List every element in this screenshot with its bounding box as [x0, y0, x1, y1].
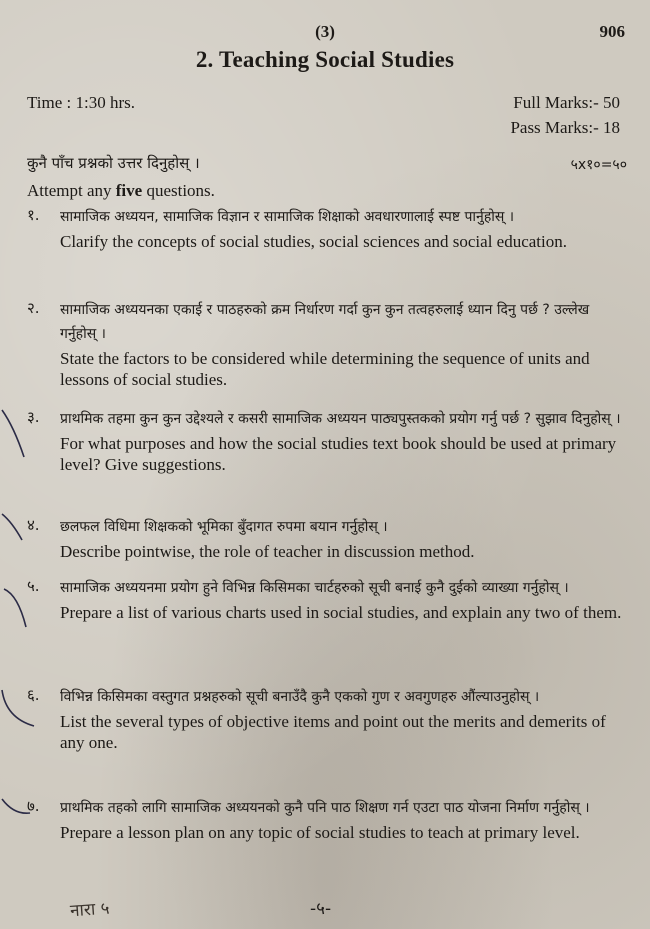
pen-mark-icon: [0, 510, 40, 550]
marks-distribution: ५x१०=५०: [570, 157, 627, 173]
pen-mark-icon: [0, 688, 40, 738]
time-allowed: Time : 1:30 hrs.: [27, 93, 136, 112]
instruction-post: questions.: [142, 181, 215, 200]
question-1: [27, 205, 629, 252]
question-english: Prepare a lesson plan on any topic of social studies to teach at primary level.: [60, 823, 580, 842]
handwritten-note: नारा ५: [69, 898, 111, 922]
pass-marks: Pass Marks:- 18: [510, 118, 620, 137]
instruction-bold: five: [115, 181, 143, 200]
question-english: Prepare a list of various charts used in social studies, and explain any two of them.: [60, 603, 622, 622]
question-2: [27, 298, 629, 390]
instruction-nepali: कुनै पाँच प्रश्नको उत्तर दिनुहोस् ।: [27, 154, 200, 172]
question-7: [27, 796, 629, 843]
question-english: Clarify the concepts of social studies, social sciences and social education.: [60, 232, 568, 251]
question-english: For what purposes and how the social studies text book should be used at primary level? Give suggestions.: [60, 434, 617, 474]
instruction-pre: Attempt any: [27, 181, 116, 200]
question-nepali: छलफल विधिमा शिक्षकको भूमिका बुँदागत रुपमा बयान गर्नुहोस् ।: [60, 519, 388, 535]
question-6: [27, 685, 629, 753]
paper-code: 906: [599, 22, 625, 41]
page-number: (3): [315, 22, 335, 41]
question-nepali: सामाजिक अध्ययनका एकाई र पाठहरुको क्रम निर्धारण गर्दा कुन कुन तत्वहरुलाई ध्यान दिनु पर्छ ? उल्लेख गर्नुहोस् ।: [60, 302, 590, 342]
question-number: ७.: [27, 797, 40, 815]
question-nepali: विभिन्न किसिमका वस्तुगत प्रश्नहरुको सूची बनाउँदै कुनै एकको गुण र अवगुणहरु औंल्याउनुहोस् ।: [60, 689, 540, 705]
page-marker: -५-: [310, 899, 332, 919]
question-number: ६.: [27, 686, 40, 704]
full-marks: Full Marks:- 50: [513, 93, 620, 112]
question-number: ५.: [27, 577, 40, 595]
question-number: ३.: [27, 408, 40, 426]
question-english: State the factors to be considered while determining the sequence of units and lessons of social studies.: [60, 349, 590, 389]
pen-mark-icon: [0, 585, 40, 635]
question-nepali: प्राथमिक तहमा कुन कुन उद्देश्यले र कसरी सामाजिक अध्ययन पाठ्यपुस्तकको प्रयोग गर्नु पर्छ ? सुझाव दिनुहोस् ।: [60, 411, 621, 427]
question-3: [27, 407, 629, 475]
pen-mark-icon: [0, 795, 40, 825]
question-5: [27, 576, 629, 623]
instruction-english: [27, 181, 215, 201]
question-nepali: प्राथमिक तहको लागि सामाजिक अध्ययनको कुनै पनि पाठ शिक्षण गर्न एउटा पाठ योजना निर्माण गर्नुहोस् ।: [60, 800, 590, 816]
question-english: Describe pointwise, the role of teacher in discussion method.: [60, 542, 475, 561]
question-english: List the several types of objective items and point out the merits and demerits of any one.: [60, 712, 606, 752]
question-nepali: सामाजिक अध्ययन, सामाजिक विज्ञान र सामाजिक शिक्षाको अवधारणालाई स्पष्ट पार्नुहोस् ।: [60, 209, 515, 225]
question-number: १.: [27, 206, 40, 224]
question-number: २.: [27, 299, 40, 317]
pen-mark-icon: [0, 405, 40, 465]
question-number: ४.: [27, 516, 40, 534]
question-4: [27, 515, 629, 562]
page-title: 2. Teaching Social Studies: [195, 47, 455, 72]
question-nepali: सामाजिक अध्ययनमा प्रयोग हुने विभिन्न किसिमका चार्टहरुको सूची बनाई कुनै दुईको व्याख्या गर्नुहोस् ।: [60, 580, 569, 596]
